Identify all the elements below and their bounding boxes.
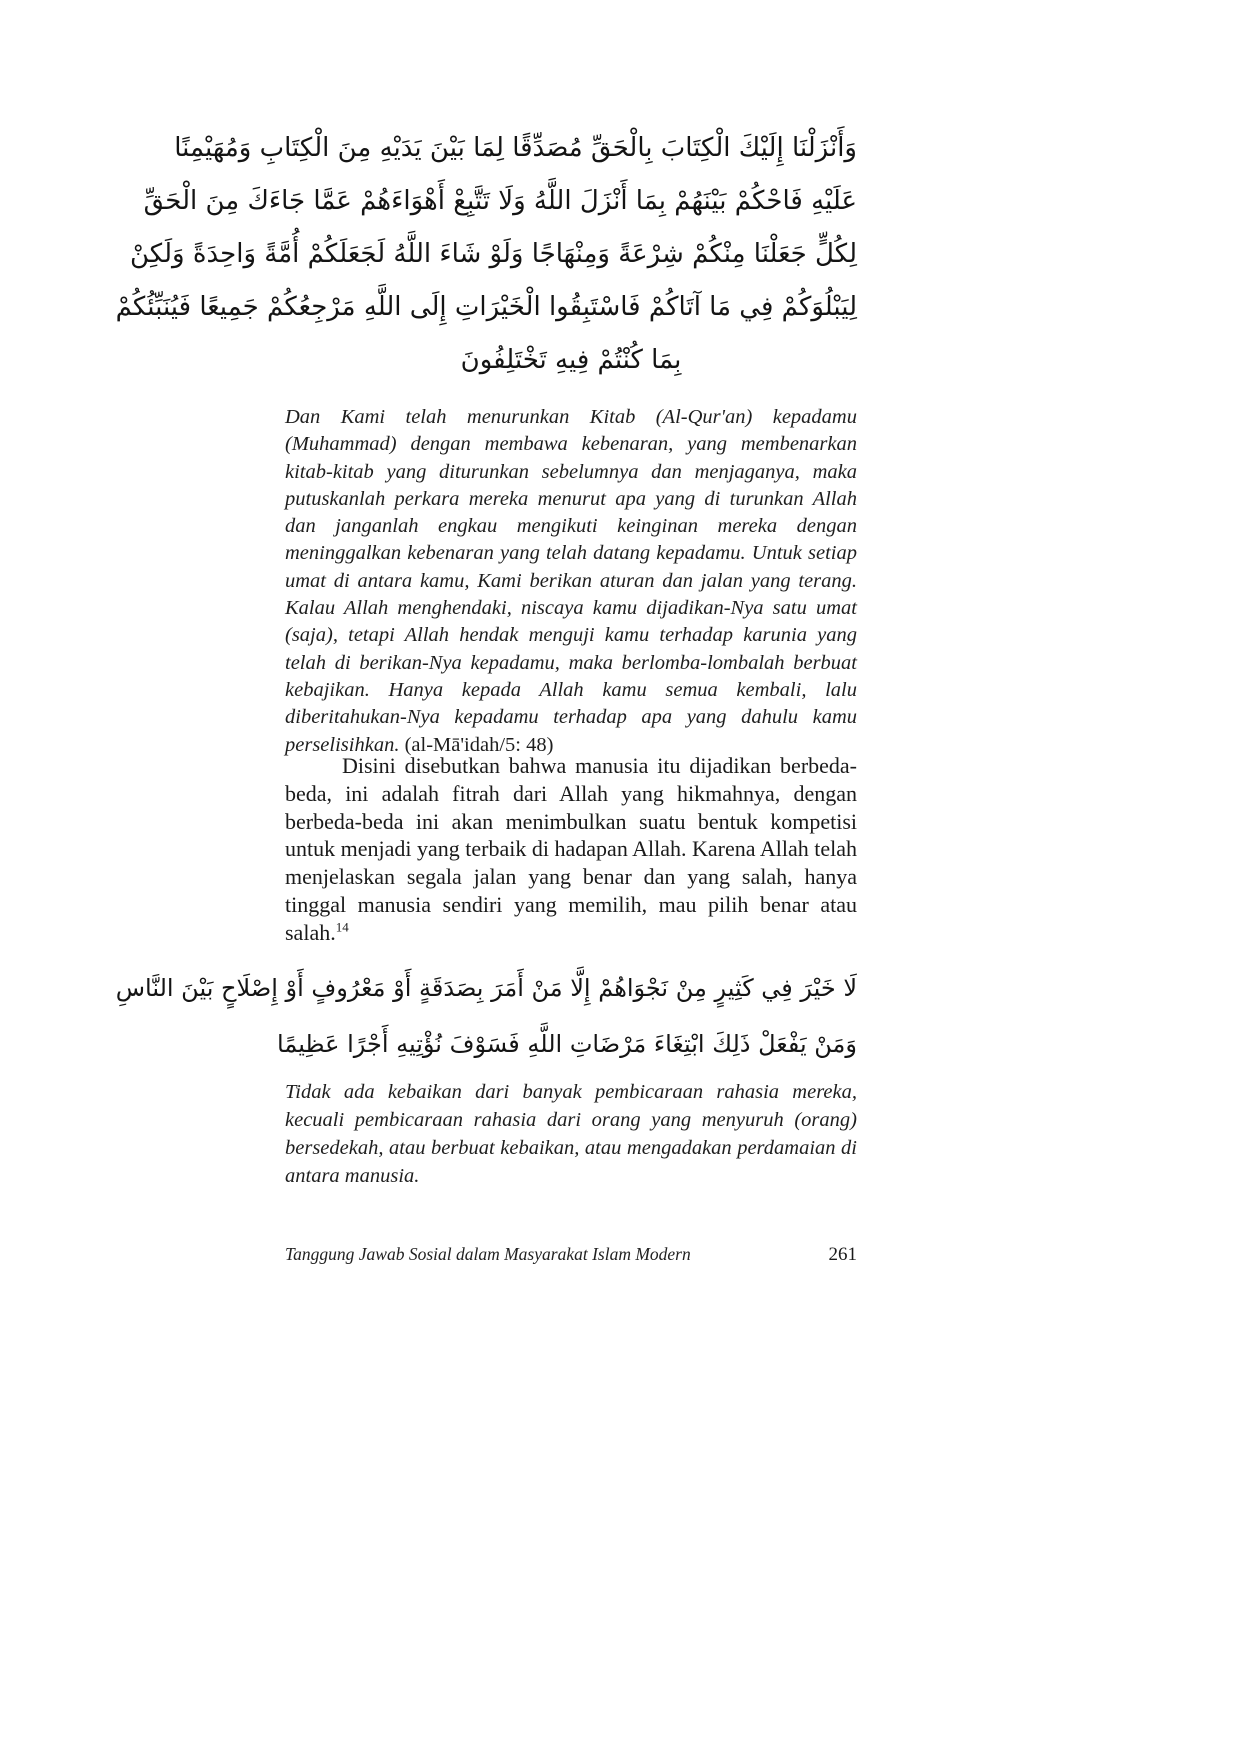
arabic-verse-line: بِمَا كُنْتُمْ فِيهِ تَخْتَلِفُونَ [460, 345, 682, 375]
page-number: 261 [828, 1244, 857, 1265]
arabic-verse-line: لَا خَيْرَ فِي كَثِيرٍ مِنْ نَجْوَاهُمْ إِلَّا مَنْ أَمَرَ بِصَدَقَةٍ أَوْ مَعْرُوفٍ أَوْ إِصْلَاحٍ بَيْنَ النَّاسِ [115, 974, 857, 1002]
arabic-verse-line: عَلَيْهِ فَاحْكُمْ بَيْنَهُمْ بِمَا أَنْزَلَ اللَّهُ وَلَا تَتَّبِعْ أَهْوَاءَهُمْ عَمَّا جَاءَكَ مِنَ الْحَقِّ [143, 186, 857, 216]
page-footer [285, 1244, 857, 1266]
arabic-verse-line: لِكُلٍّ جَعَلْنَا مِنْكُمْ شِرْعَةً وَمِنْهَاجًا وَلَوْ شَاءَ اللَّهُ لَجَعَلَكُمْ أُمَّةً وَاحِدَةً وَلَكِنْ [129, 239, 857, 269]
translation-text: Dan Kami telah menurunkan Kitab (Al-Qur'an) kepadamu (Muhammad) dengan membawa kebenaran, yang membenarkan kitab-kitab yang diturunkan sebelumnya dan menjaganya, maka putuskanlah perkara mereka menurut apa yang di turunkan Allah dan janganlah engkau mengikuti keinginan mereka dengan meninggalkan kebenaran yang telah datang kepadamu. Untuk setiap umat di antara kamu, Kami berikan aturan dan jalan yang terang. Kalau Allah menghendaki, niscaya kamu dijadikan-Nya satu umat (saja), tetapi Allah hendak menguji kamu terhadap karunia yang telah di berikan-Nya kepadamu, maka berlomba-lombalah berbuat kebajikan. Hanya kepada Allah kamu semua kembali, lalu diberitahukan-Nya kepadamu terhadap apa yang dahulu kamu perselisihkan. [285, 406, 857, 756]
body-paragraph [285, 752, 857, 947]
footnote-reference: 14 [335, 919, 349, 935]
translation-almaidah [285, 404, 857, 759]
translation-annisa [285, 1078, 857, 1190]
translation-text: Tidak ada kebaikan dari banyak pembicaraan rahasia mereka, kecuali pembicaraan rahasia dari orang yang menyuruh (orang) bersedekah, atau berbuat kebaikan, atau mengadakan perdamaian di antara manusia. [285, 1081, 857, 1187]
verse-citation: (al-Mā'idah/5: 48) [399, 733, 554, 756]
footer-running-title: Tanggung Jawab Sosial dalam Masyarakat Islam Modern [285, 1244, 691, 1264]
quran-verse-almaidah [115, 122, 857, 387]
arabic-verse-line: وَمَنْ يَفْعَلْ ذَلِكَ ابْتِغَاءَ مَرْضَاتِ اللَّهِ فَسَوْفَ نُؤْتِيهِ أَجْرًا عَظِيمًا [277, 1030, 857, 1058]
quran-verse-annisa [115, 960, 857, 1072]
arabic-verse-line: وَأَنْزَلْنَا إِلَيْكَ الْكِتَابَ بِالْحَقِّ مُصَدِّقًا لِمَا بَيْنَ يَدَيْهِ مِنَ الْكِتَابِ وَمُهَيْمِنًا [174, 133, 857, 163]
arabic-verse-line: لِيَبْلُوَكُمْ فِي مَا آتَاكُمْ فَاسْتَبِقُوا الْخَيْرَاتِ إِلَى اللَّهِ مَرْجِعُكُمْ جَمِيعًا فَيُنَبِّئُكُمْ [115, 292, 857, 322]
body-text: Disini disebutkan bahwa manusia itu dijadikan berbeda-beda, ini adalah fitrah dari Allah yang hikmahnya, dengan berbeda-beda ini akan menimbulkan suatu bentuk kompetisi untuk menjadi yang terbaik di hadapan Allah. Karena Allah telah menjelaskan segala jalan yang benar dan yang salah, hanya tinggal manusia sendiri yang memilih, mau pilih benar atau salah. [285, 753, 857, 945]
